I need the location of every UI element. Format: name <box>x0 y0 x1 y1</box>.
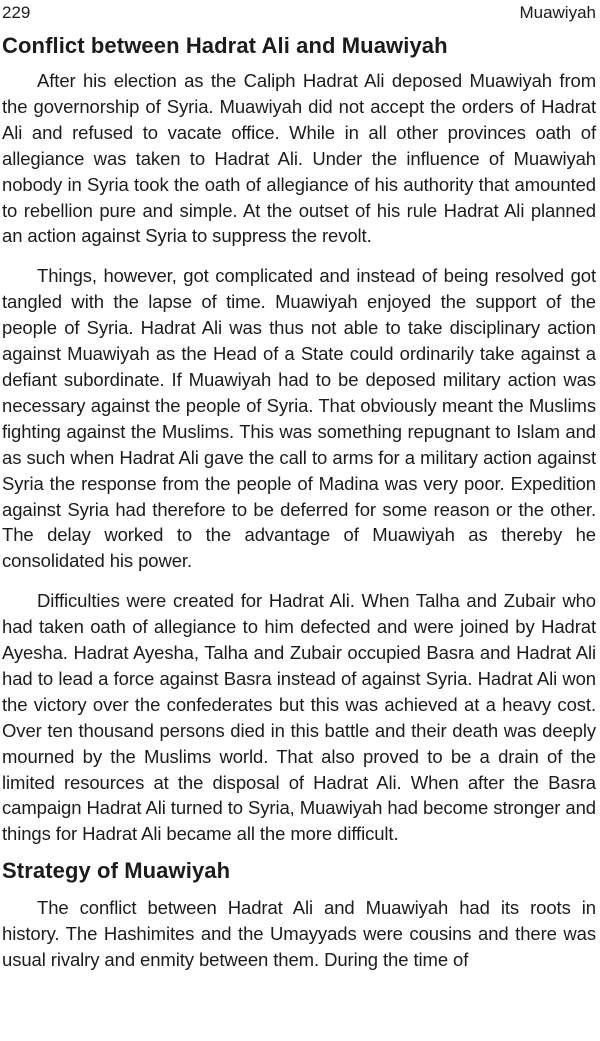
page-number: 229 <box>2 3 31 22</box>
paragraph: After his election as the Caliph Hadrat Ali deposed Muawiyah from the governorship of Syria. Muawiyah did not accept the orders of Hadrat Ali and refused to vacate office. While in all other provinces oath of allegiance was taken to Hadrat Ali. Under the influence of Muawiyah nobody in Syria took the oath of allegiance of his authority that amounted to rebellion pure and simple. At the outset of his rule Hadrat Ali planned an action against Syria to suppress the revolt. <box>2 70 596 247</box>
running-title: Muawiyah <box>519 3 596 22</box>
running-head <box>2 2 596 26</box>
paragraph: Difficulties were created for Hadrat Ali. When Talha and Zubair who had taken oath of allegiance to him defected and were joined by Hadrat Ayesha. Hadrat Ayesha, Talha and Zubair occupied Basra and Hadrat Ali had to lead a force against Basra instead of against Syria. Hadrat Ali won the victory over the confederates but this was achieved at a heavy cost. Over ten thousand persons died in this battle and their death was deeply mourned by the Muslims world. That also proved to be a drain of the limited resources at the disposal of Hadrat Ali. When after the Basra campaign Hadrat Ali turned to Syria, Muawiyah had become stronger and things for Hadrat Ali became all the more difficult. <box>2 590 596 845</box>
paragraph: Things, however, got complicated and instead of being resolved got tangled with the lapse of time. Muawiyah enjoyed the support of the people of Syria. Hadrat Ali was thus not able to take disciplinary action against Muawiyah as the Head of a State could ordinarily take against a defiant subordinate. If Muawiyah had to be deposed military action was necessary against the people of Syria. That obviously meant the Muslims fighting against the Muslims. This was something repugnant to Islam and as such when Hadrat Ali gave the call to arms for a military action against Syria the response from the people of Madina was very poor. Expedition against Syria had therefore to be deferred for some reason or the other. The delay worked to the advantage of Muawiyah as thereby he consolidated his power. <box>2 265 596 572</box>
paragraph: The conflict between Hadrat Ali and Muawiyah had its roots in history. The Hashimites and the Umayyads were cousins and there was usual rivalry and enmity between them. During the time of <box>2 897 596 971</box>
section-heading-strategy: Strategy of Muawiyah <box>2 858 231 884</box>
section-heading-conflict: Conflict between Hadrat Ali and Muawiyah <box>2 33 448 58</box>
page-body <box>2 30 596 973</box>
